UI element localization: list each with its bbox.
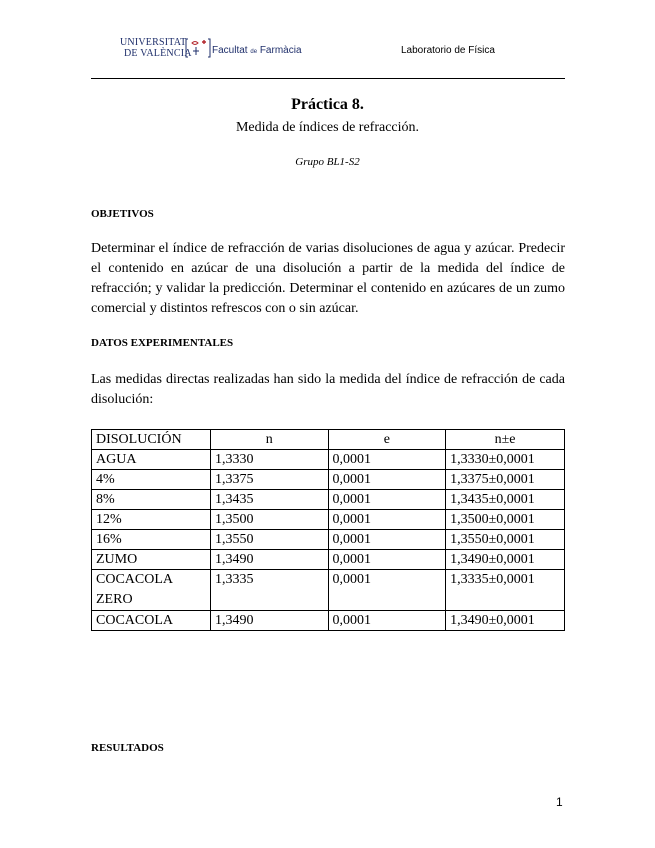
- table-cell: 1,3335: [210, 570, 328, 611]
- table-cell: 0,0001: [328, 470, 446, 490]
- table-cell: COCACOLA: [92, 611, 211, 631]
- page-number: 1: [556, 795, 563, 809]
- university-line-2: DE VALÈNCIA: [124, 48, 192, 59]
- page-subtitle: Medida de índices de refracción.: [235, 120, 420, 135]
- table-row: [92, 530, 565, 550]
- table-row: [92, 510, 565, 530]
- table-row: [92, 570, 565, 611]
- table-cell: 1,3375: [210, 470, 328, 490]
- table-cell: AGUA: [92, 450, 211, 470]
- table-cell: 1,3490±0,0001: [446, 550, 565, 570]
- table-cell: 1,3490: [210, 550, 328, 570]
- table-cell: 1,3550: [210, 530, 328, 550]
- faculty-de: de: [250, 49, 258, 55]
- table-cell: 1,3375±0,0001: [446, 470, 565, 490]
- objectives-heading: OBJETIVOS: [91, 208, 154, 220]
- table-cell: 16%: [92, 530, 211, 550]
- results-heading: RESULTADOS: [91, 742, 164, 754]
- table-cell: 1,3435: [210, 490, 328, 510]
- experimental-heading: DATOS EXPERIMENTALES: [91, 337, 234, 349]
- table-cell: 12%: [92, 510, 211, 530]
- table-cell: 1,3490±0,0001: [446, 611, 565, 631]
- table-header-cell: n: [210, 430, 328, 450]
- table-header-cell: e: [328, 430, 446, 450]
- table-cell: 0,0001: [328, 570, 446, 611]
- objectives-text: Determinar el índice de refracción de varias disoluciones de agua y azúcar. Predecir el contenido en azúcar de una disolución a partir de la medida del índice de refracción; y validar la predicción. Determinar el contenido en azúcares de un zumo comercial y distintos refrescos con o sin azúcar.: [91, 241, 565, 316]
- table-cell: 0,0001: [328, 550, 446, 570]
- table-row: [92, 611, 565, 631]
- faculty-emblem-icon: [185, 37, 211, 59]
- header-divider: [91, 78, 565, 79]
- university-line-1: UNIVERSITAT: [120, 37, 187, 48]
- header-lab-label: Laboratorio de Física: [401, 45, 495, 56]
- table-cell: 1,3500: [210, 510, 328, 530]
- faculty-name: Farmàcia: [259, 45, 302, 56]
- table-cell-text: COCACOLA ZERO: [96, 572, 173, 607]
- table-cell: 0,0001: [328, 490, 446, 510]
- university-logo: [120, 37, 192, 59]
- table-cell: 1,3330±0,0001: [446, 450, 565, 470]
- table-cell: 0,0001: [328, 450, 446, 470]
- table-cell: 1,3490: [210, 611, 328, 631]
- experimental-text: Las medidas directas realizadas han sido la medida del índice de refracción de cada disolución:: [91, 372, 565, 407]
- table-header-cell: n±e: [446, 430, 565, 450]
- faculty-prefix: Facultat: [212, 45, 248, 56]
- page-title: Práctica 8.: [291, 96, 364, 113]
- table-cell: 0,0001: [328, 530, 446, 550]
- table-row: [92, 550, 565, 570]
- table-cell: 1,3335±0,0001: [446, 570, 565, 611]
- table-cell: 1,3550±0,0001: [446, 530, 565, 550]
- faculty-logo-text: [212, 45, 302, 56]
- group-label: Grupo BL1-S2: [295, 156, 360, 168]
- table-row: [92, 450, 565, 470]
- table-cell: 1,3435±0,0001: [446, 490, 565, 510]
- table-cell: 0,0001: [328, 510, 446, 530]
- table-header-row: [92, 430, 565, 450]
- table-cell: 8%: [92, 490, 211, 510]
- measurements-table: [91, 429, 565, 631]
- table-cell: 4%: [92, 470, 211, 490]
- table-cell: 1,3500±0,0001: [446, 510, 565, 530]
- table-header-cell: DISOLUCIÓN: [92, 430, 211, 450]
- table-cell: ZUMO: [92, 550, 211, 570]
- table-cell: [92, 570, 211, 611]
- table-row: [92, 490, 565, 510]
- table-cell: 0,0001: [328, 611, 446, 631]
- table-cell: 1,3330: [210, 450, 328, 470]
- table-row: [92, 470, 565, 490]
